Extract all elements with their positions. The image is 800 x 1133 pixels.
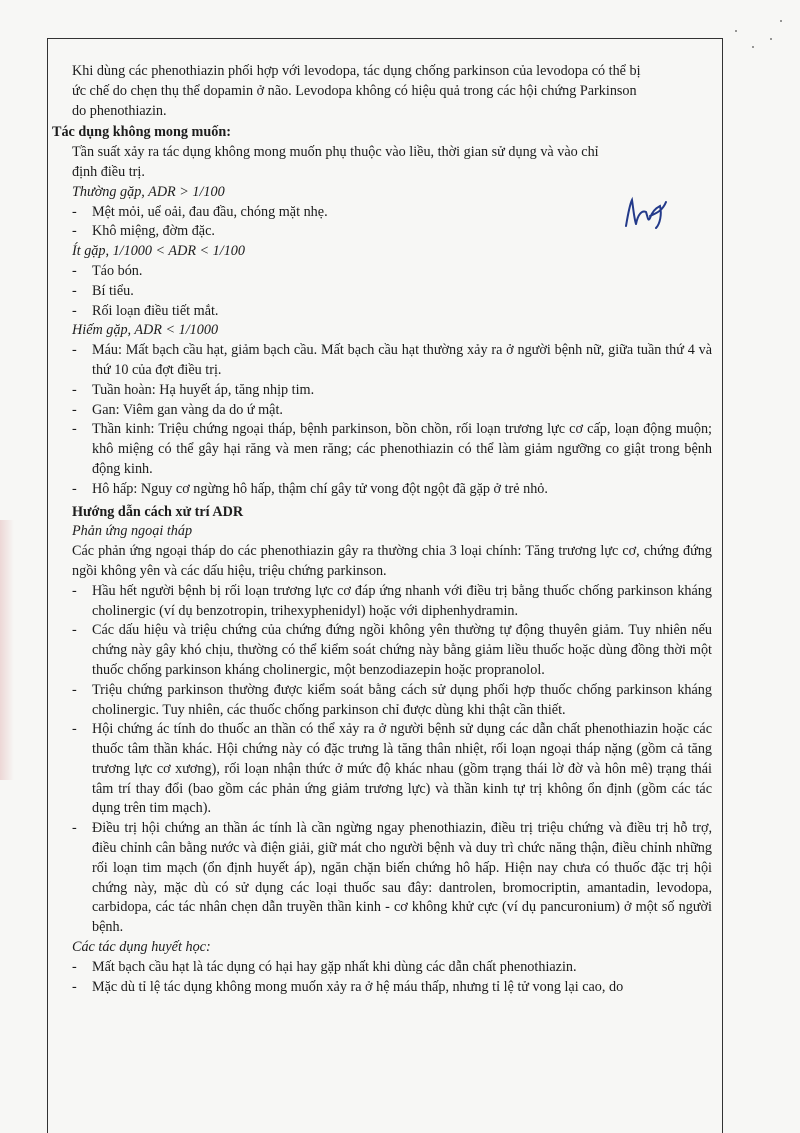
list-item: - Gan: Viêm gan vàng da do ứ mật. [72, 401, 283, 418]
list-item: - Hô hấp: Nguy cơ ngừng hô hấp, thậm chí gây tử vong đột ngột đã gặp ở trẻ nhỏ. [72, 480, 548, 497]
scan-speck [770, 38, 772, 40]
adverse-heading: Tác dụng không mong muốn: [52, 124, 231, 141]
extrapyramidal-intro: Các phản ứng ngoại tháp do các phenothiazin gây ra thường chia 3 loại chính: Tăng trương lực cơ, chứng đứng ngồi không yên và các dấu hiệu, triệu chứng parkinson. [72, 543, 712, 579]
list-item: - Khô miệng, đờm đặc. [72, 223, 215, 240]
intro-line: do phenothiazin. [72, 102, 167, 119]
scan-speck [780, 20, 782, 22]
frequency-rare-title: Hiếm gặp, ADR < 1/1000 [72, 322, 219, 339]
list-item: - Táo bón. [72, 262, 143, 279]
scan-speck [752, 46, 754, 48]
intro-line: ức chế do chẹn thụ thể dopamin ở não. Levodopa không có hiệu quả trong các hội chứng Parkinson [72, 82, 637, 99]
list-item: - Hội chứng ác tính do thuốc an thần có thể xảy ra ở người bệnh sử dụng các dẫn chất phenothiazin hoặc các thuốc tâm thần khác. Hội chứng này có đặc trưng là tăng thân nhiệt, rối loạn ngoại tháp nặng (gồm cả tăng trương lực cơ xương), rối loạn nhận thức ở mức độ khác nhau (gồm trạng thái lờ đờ và hôn mê) trạng thái tâm trí thay đổi (bao gồm các phản ứng giảm trương lực) và thần kinh tự trị không ổn định (gồm các tác dụng trên tim mạch). [72, 721, 712, 817]
management-heading: Hướng dẫn cách xử trí ADR [72, 503, 244, 520]
frequency-uncommon-title: Ít gặp, 1/1000 < ADR < 1/100 [72, 243, 245, 260]
frequency-common-title: Thường gặp, ADR > 1/100 [72, 183, 225, 200]
list-item: - Rối loạn điều tiết mắt. [72, 302, 219, 319]
list-item: - Máu: Mất bạch cầu hạt, giảm bạch cầu. Mất bạch cầu hạt thường xảy ra ở người bệnh nữ, giữa tuần thứ 4 và thứ 10 của đợt điều trị. [72, 342, 712, 378]
adverse-desc: Tần suất xảy ra tác dụng không mong muốn phụ thuộc vào liều, thời gian sử dụng và vào chỉ [72, 144, 599, 161]
scan-speck [735, 30, 737, 32]
list-item: - Các dấu hiệu và triệu chứng của chứng đứng ngồi không yên thường tự động thuyên giảm. Tuy nhiên nếu chứng này gây khó chịu, thường có thể kiểm soát chứng này bằng giảm liều thuốc hoặc dùng đồng thời một thuốc chống parkinson kháng cholinergic, một benzodiazepin hoặc propranolol. [72, 622, 712, 678]
list-item: - Điều trị hội chứng an thần ác tính là cần ngừng ngay phenothiazin, điều trị triệu chứng và điều trị hỗ trợ, điều chỉnh cân bằng nước và điện giải, giữ mát cho người bệnh và duy trì chức năng thận, điều chỉnh những rối loạn tim mạch (ổn định huyết áp), ngăn chặn biến chứng hô hấp. Hiện nay chưa có thuốc đặc trị hội chứng này, mặc dù có sử dụng các loại thuốc sau đây: dantrolen, bromocriptin, amantadin, levodopa, carbidopa, các tác nhân chẹn dẫn truyền thần kinh - cơ không khử cực (ví dụ pancuronium) ở một số người bệnh. [72, 820, 712, 936]
adverse-desc: định điều trị. [72, 163, 145, 180]
intro-line: Khi dùng các phenothiazin phối hợp với levodopa, tác dụng chống parkinson của levodopa có thể bị [72, 63, 641, 79]
page-stain [0, 520, 14, 780]
list-item: - Hầu hết người bệnh bị rối loạn trương lực cơ đáp ứng nhanh với điều trị bằng thuốc chống parkinson kháng cholinergic (ví dụ benzotropin, trihexyphenidyl) hoặc với diphenhydramin. [72, 582, 712, 619]
extrapyramidal-title: Phản ứng ngoại tháp [72, 523, 193, 540]
list-item: - Tuần hoàn: Hạ huyết áp, tăng nhịp tim. [72, 381, 315, 398]
list-item: - Triệu chứng parkinson thường được kiểm soát bằng cách sử dụng phối hợp thuốc chống parkinson kháng cholinergic. Tuy nhiên, các thuốc chống parkinson chỉ được dùng khi thật cần thiết. [72, 681, 712, 718]
list-item: - Mặc dù tỉ lệ tác dụng không mong muốn xảy ra ở hệ máu thấp, nhưng tỉ lệ tử vong lại cao, do [72, 978, 624, 995]
list-item: - Bí tiểu. [72, 282, 134, 299]
list-item: - Mệt mỏi, uể oải, đau đầu, chóng mặt nhẹ. [72, 203, 328, 220]
list-item: - Mất bạch cầu hạt là tác dụng có hại hay gặp nhất khi dùng các dẫn chất phenothiazin. [72, 958, 577, 975]
document-body [52, 62, 712, 997]
hematologic-title: Các tác dụng huyết học: [72, 939, 211, 956]
list-item: - Thần kinh: Triệu chứng ngoại tháp, bệnh parkinson, bồn chồn, rối loạn trương lực cơ cấp, loạn động muộn; khô miệng có thể gây hại răng và men răng; các phenothiazin có thể làm giảm ngưỡng co giật trong bệnh động kinh. [72, 421, 712, 477]
